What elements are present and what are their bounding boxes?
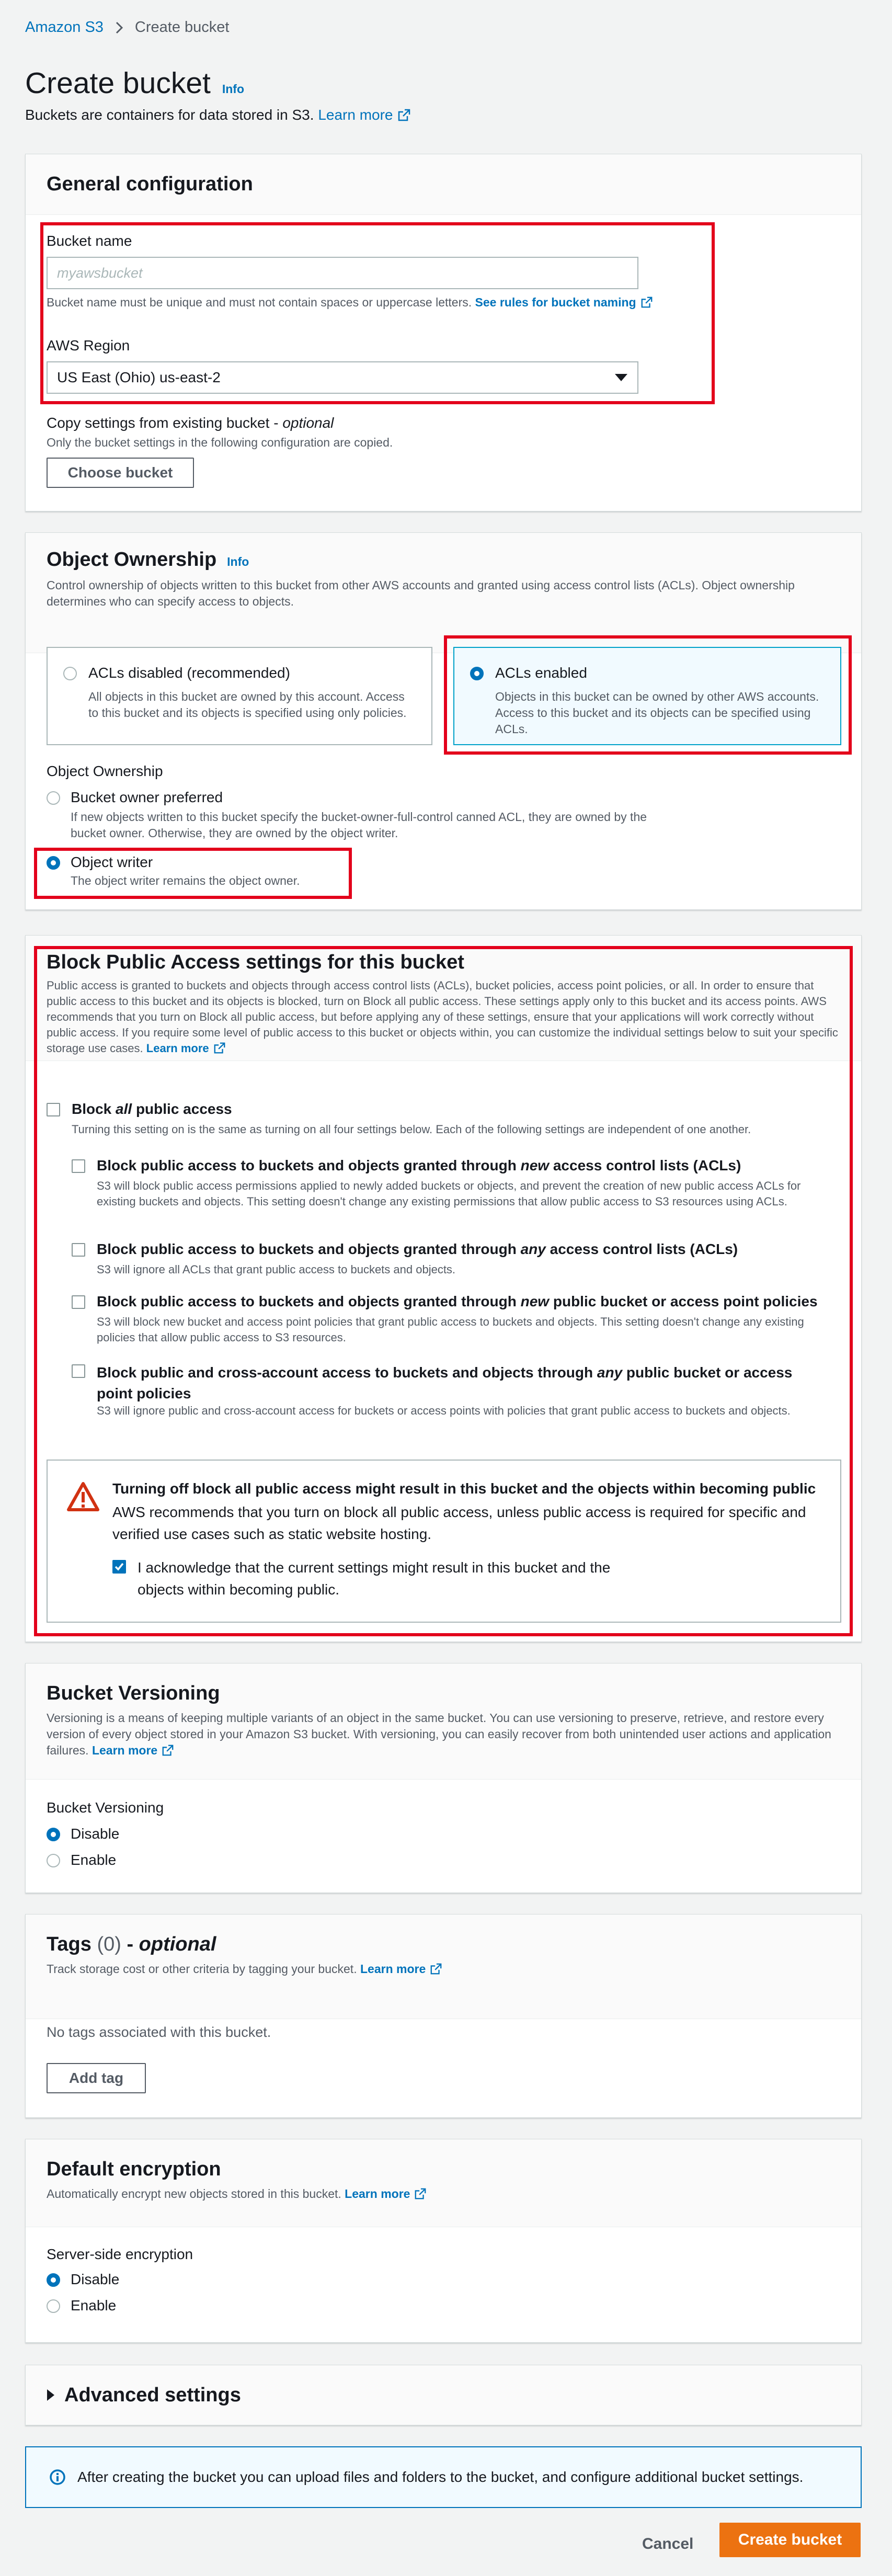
copy-settings-hint: Only the bucket settings in the following configuration are copied. <box>47 436 393 449</box>
bucket-versioning-panel <box>25 1663 862 1893</box>
tags-learn-more-link[interactable]: Learn more <box>360 1962 442 1976</box>
bucket-name-hint: Bucket name must be unique and must not contain spaces or uppercase letters. See rules for bucket naming <box>47 294 653 311</box>
warning-title: Turning off block all public access might result in this bucket and the objects within becoming public <box>112 1480 816 1497</box>
bucket-owner-preferred-radio[interactable] <box>47 791 60 805</box>
external-link-icon <box>414 2187 427 2200</box>
server-side-encryption-label: Server-side encryption <box>47 2246 193 2262</box>
bucket-name-input[interactable]: myawsbucket <box>47 257 638 289</box>
versioning-enable-label: Enable <box>71 1852 117 1868</box>
breadcrumb-amazon-s3-link[interactable]: Amazon S3 <box>25 19 104 36</box>
object-ownership-description: Control ownership of objects written to this bucket from other AWS accounts and granted using access control lists (ACLs). Object ownership determines who can specify access to objects. <box>47 578 795 608</box>
add-tag-button[interactable]: Add tag <box>47 2063 146 2093</box>
acls-disabled-tile[interactable]: ACLs disabled (recommended) All objects in this bucket are owned by this account. Access to this bucket and its objects is specified using only policies. <box>47 647 432 745</box>
block-new-policies-label: Block public access to buckets and objects granted through new public bucket or access point policies <box>97 1293 818 1309</box>
block-public-access-title: Block Public Access settings for this bucket <box>47 951 464 973</box>
page-learn-more-link[interactable]: Learn more <box>318 107 410 123</box>
object-ownership-sub-label: Object Ownership <box>47 763 163 779</box>
block-new-acls-label: Block public access to buckets and objects granted through new access control lists (ACLs) <box>97 1157 741 1173</box>
object-ownership-title: Object Ownership <box>47 549 217 571</box>
encryption-enable-label: Enable <box>71 2297 117 2313</box>
acknowledge-label: I acknowledge that the current settings might result in this bucket and the objects within becoming public. <box>138 1559 611 1598</box>
object-writer-desc: The object writer remains the object owner. <box>71 874 300 887</box>
tags-description: Track storage cost or other criteria by tagging your bucket. Learn more <box>47 1961 840 1977</box>
general-configuration-title: General configuration <box>47 173 253 195</box>
bucket-versioning-title: Bucket Versioning <box>47 1682 220 1704</box>
block-any-acls-label: Block public access to buckets and objects granted through any access control lists (ACLs) <box>97 1241 738 1257</box>
tags-panel <box>25 1914 862 2118</box>
acls-enabled-tile[interactable]: ACLs enabled Objects in this bucket can be owned by other AWS accounts. Access to this bucket and its objects can be specified using ACLs. <box>453 647 841 745</box>
breadcrumb-current: Create bucket <box>134 19 230 36</box>
info-icon <box>49 2469 66 2486</box>
advanced-settings-title: Advanced settings <box>64 2384 241 2406</box>
block-new-policies-desc: S3 will block new bucket and access point policies that grant public access to buckets and objects. This setting doesn't change any existing policies that allow public access to S3 resources. <box>97 1315 804 1344</box>
cancel-button[interactable]: Cancel <box>642 2535 694 2552</box>
page-header <box>25 66 244 100</box>
external-link-icon <box>430 1963 442 1975</box>
info-banner <box>25 2446 862 2508</box>
external-link-icon <box>397 108 411 122</box>
block-new-acls-desc: S3 will block public access permissions applied to newly added buckets or objects, and prevent the creation of new public access ACLs for existing buckets and objects. This setting doesn't change any existing permissions that allow public access to S3 resources using ACLs. <box>97 1179 801 1208</box>
chevron-right-icon <box>115 21 123 35</box>
tags-title: Tags (0) - optional <box>47 1933 216 1955</box>
external-link-icon <box>162 1744 174 1757</box>
bucket-owner-preferred-label: Bucket owner preferred <box>71 789 223 805</box>
object-ownership-info-link[interactable]: Info <box>227 555 249 568</box>
info-banner-text: After creating the bucket you can upload files and folders to the bucket, and configure additional bucket settings. <box>77 2469 804 2485</box>
bucket-name-label: Bucket name <box>47 233 132 249</box>
warning-body: AWS recommends that you turn on block all public access, unless public access is required for specific and verified use cases such as static website hosting. <box>112 1504 806 1542</box>
block-any-acls-desc: S3 will ignore all ACLs that grant public access to buckets and objects. <box>97 1263 456 1276</box>
object-writer-label: Object writer <box>71 854 153 870</box>
advanced-settings-panel[interactable] <box>25 2365 862 2425</box>
default-encryption-title: Default encryption <box>47 2158 221 2180</box>
block-any-policies-desc: S3 will ignore public and cross-account access for buckets or access points with policies that grant public access to buckets and objects. <box>97 1404 791 1417</box>
object-ownership-panel <box>25 532 862 910</box>
block-any-policies-label: Block public and cross-account access to buckets and objects through any public bucket or access point policies <box>97 1364 793 1401</box>
choose-bucket-button[interactable]: Choose bucket <box>47 458 194 488</box>
bucket-versioning-description: Versioning is a means of keeping multiple variants of an object in the same bucket. You can use versioning to preserve, retrieve, and restore every version of every object stored in your Amazon S3 bucket. With versioning, you can easily recover from both unintended user actions and application failures. Learn more <box>47 1711 831 1757</box>
caret-right-icon <box>47 2389 55 2401</box>
bucket-naming-rules-link[interactable]: See rules for bucket naming <box>475 295 653 309</box>
acls-disabled-radio[interactable] <box>63 667 77 680</box>
aws-region-label: AWS Region <box>47 337 130 354</box>
highlight-box <box>34 946 853 1636</box>
block-all-desc: Turning this setting on is the same as turning on all four settings below. Each of the following settings are independent of one another. <box>72 1123 751 1136</box>
encryption-disable-label: Disable <box>71 2271 120 2287</box>
versioning-learn-more-link[interactable]: Learn more <box>92 1743 174 1757</box>
bucket-versioning-label: Bucket Versioning <box>47 1799 164 1816</box>
block-learn-more-link[interactable]: Learn more <box>146 1042 226 1055</box>
encryption-enable-radio[interactable] <box>47 2299 60 2313</box>
breadcrumb <box>25 19 229 36</box>
block-all-label: Block all public access <box>72 1101 232 1117</box>
block-public-access-panel <box>25 935 862 1642</box>
encryption-learn-more-link[interactable]: Learn more <box>345 2187 427 2201</box>
highlight-box <box>444 635 852 755</box>
block-public-access-description: Public access is granted to buckets and objects through access control lists (ACLs), bucket policies, access point policies, or all. In order to ensure that public access to this bucket and its objects is blocked, turn on Block all public access. These settings apply only to this bucket and its access points. AWS recommends that you turn on Block all public access, but before applying any of these settings, ensure that your applications will work correctly without public access. If you require some level of public access to this bucket or objects within, you can customize the individual settings below to suit your specific storage use cases. Learn more <box>47 979 838 1055</box>
default-encryption-description: Automatically encrypt new objects stored in this bucket. Learn more <box>47 2186 840 2202</box>
default-encryption-panel <box>25 2139 862 2343</box>
page-info-link[interactable]: Info <box>222 82 245 96</box>
copy-settings-label: Copy settings from existing bucket - optional <box>47 415 334 431</box>
general-configuration-panel <box>25 154 862 511</box>
versioning-disable-label: Disable <box>71 1826 120 1842</box>
highlight-box <box>34 848 352 899</box>
encryption-disable-radio[interactable] <box>47 2273 60 2287</box>
highlight-box <box>40 222 715 404</box>
create-bucket-button[interactable]: Create bucket <box>719 2523 861 2557</box>
aws-region-select[interactable]: US East (Ohio) us-east-2 <box>47 361 638 394</box>
bucket-owner-preferred-desc: If new objects written to this bucket specify the bucket-owner-full-control canned ACL, they are owned by the bucket owner. Otherwise, they are owned by the object writer. <box>71 810 647 840</box>
page-title: Create bucket <box>25 66 211 100</box>
versioning-enable-radio[interactable] <box>47 1854 60 1867</box>
no-tags-message: No tags associated with this bucket. <box>47 2024 271 2040</box>
page-description: Buckets are containers for data stored in S3. Learn more <box>25 107 411 123</box>
versioning-disable-radio[interactable] <box>47 1828 60 1841</box>
